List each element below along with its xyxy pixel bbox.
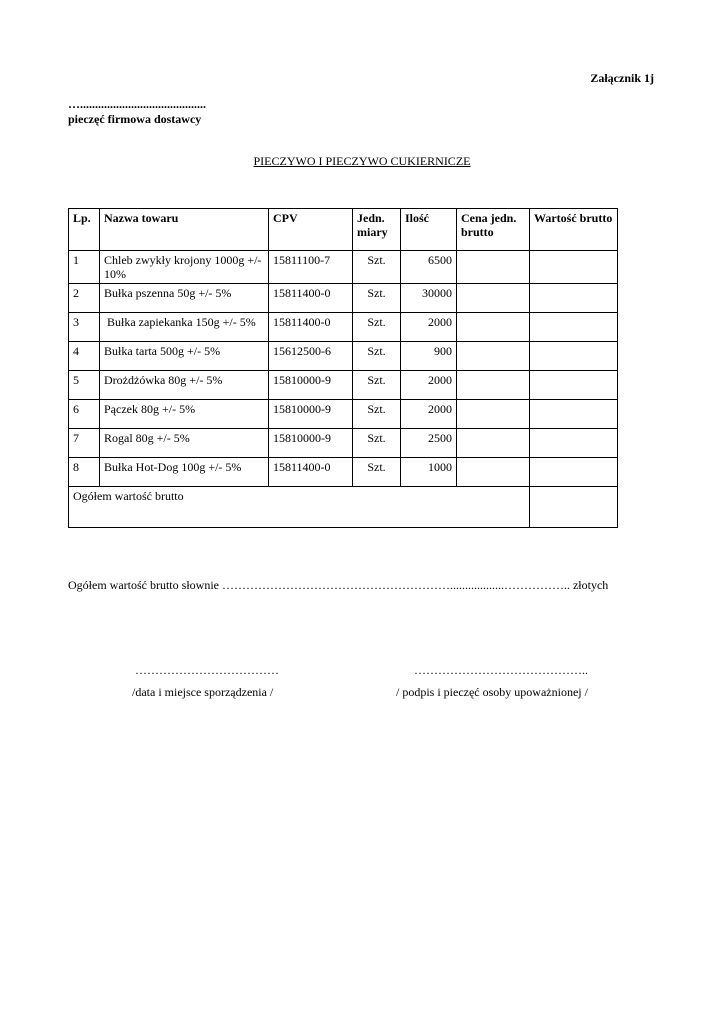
- cell-qty: 1000: [401, 458, 457, 487]
- cell-qty: 900: [401, 342, 457, 371]
- date-place-dotted-line: ………………………………: [135, 663, 279, 677]
- cell-name: Chleb zwykły krojony 1000g +/- 10%: [100, 251, 269, 284]
- attachment-label: Załącznik 1j: [590, 71, 654, 85]
- cell-qty: 30000: [401, 284, 457, 313]
- cell-name: Bułka pszenna 50g +/- 5%: [100, 284, 269, 313]
- cell-name: Bułka Hot-Dog 100g +/- 5%: [100, 458, 269, 487]
- header-qty: Ilość: [401, 209, 457, 251]
- cell-lp: 8: [69, 458, 100, 487]
- cell-price-input[interactable]: [457, 458, 530, 487]
- cell-value-input[interactable]: [530, 400, 618, 429]
- cell-cpv: 15810000-9: [269, 400, 353, 429]
- cell-price-input[interactable]: [457, 284, 530, 313]
- cell-cpv: 15811400-0: [269, 458, 353, 487]
- total-value-input[interactable]: [530, 487, 618, 528]
- table-row: [69, 371, 618, 400]
- header-value: Wartość brutto: [530, 209, 618, 251]
- signature-label: / podpis i pieczęć osoby upoważnionej /: [396, 685, 588, 699]
- cell-price-input[interactable]: [457, 313, 530, 342]
- table-row: [69, 429, 618, 458]
- cell-name: Bułka zapiekanka 150g +/- 5%: [100, 313, 269, 342]
- cell-unit: Szt.: [353, 284, 401, 313]
- cell-price-input[interactable]: [457, 371, 530, 400]
- cell-unit: Szt.: [353, 429, 401, 458]
- cell-qty: 2500: [401, 429, 457, 458]
- cell-cpv: 15612500-6: [269, 342, 353, 371]
- cell-cpv: 15810000-9: [269, 429, 353, 458]
- cell-value-input[interactable]: [530, 458, 618, 487]
- cell-lp: 6: [69, 400, 100, 429]
- cell-lp: 2: [69, 284, 100, 313]
- document-title: PIECZYWO I PIECZYWO CUKIERNICZE: [253, 154, 471, 168]
- table-row: [69, 313, 618, 342]
- cell-name: Drożdżówka 80g +/- 5%: [100, 371, 269, 400]
- cell-qty: 6500: [401, 251, 457, 284]
- cell-value-input[interactable]: [530, 342, 618, 371]
- table-row: [69, 251, 618, 284]
- cell-qty: 2000: [401, 313, 457, 342]
- cell-lp: 4: [69, 342, 100, 371]
- stamp-dotted-line: …..........................................: [68, 97, 206, 111]
- cell-lp: 3: [69, 313, 100, 342]
- cell-unit: Szt.: [353, 371, 401, 400]
- cell-cpv: 15811400-0: [269, 313, 353, 342]
- table-row: [69, 284, 618, 313]
- total-label: Ogółem wartość brutto: [69, 487, 530, 528]
- cell-lp: 7: [69, 429, 100, 458]
- stamp-label: pieczęć firmowa dostawcy: [68, 112, 202, 126]
- header-price: Cena jedn. brutto: [457, 209, 530, 251]
- table-row: [69, 400, 618, 429]
- cell-lp: 1: [69, 251, 100, 284]
- table-row: [69, 342, 618, 371]
- cell-price-input[interactable]: [457, 429, 530, 458]
- header-lp: Lp.: [69, 209, 100, 251]
- cell-qty: 2000: [401, 400, 457, 429]
- cell-unit: Szt.: [353, 458, 401, 487]
- date-place-label: /data i miejsce sporządzenia /: [132, 685, 274, 699]
- cell-value-input[interactable]: [530, 313, 618, 342]
- cell-cpv: 15811400-0: [269, 284, 353, 313]
- cell-price-input[interactable]: [457, 400, 530, 429]
- cell-qty: 2000: [401, 371, 457, 400]
- cell-value-input[interactable]: [530, 371, 618, 400]
- products-table: [68, 208, 618, 528]
- signature-dotted-line: ……………………………………..: [414, 663, 588, 677]
- table-header-row: [69, 209, 618, 251]
- cell-name: Pączek 80g +/- 5%: [100, 400, 269, 429]
- cell-cpv: 15811100-7: [269, 251, 353, 284]
- cell-name: Rogal 80g +/- 5%: [100, 429, 269, 458]
- table-row: [69, 458, 618, 487]
- cell-value-input[interactable]: [530, 429, 618, 458]
- cell-name: Bułka tarta 500g +/- 5%: [100, 342, 269, 371]
- cell-unit: Szt.: [353, 400, 401, 429]
- cell-value-input[interactable]: [530, 251, 618, 284]
- header-unit: Jedn. miary: [353, 209, 401, 251]
- header-name: Nazwa towaru: [100, 209, 269, 251]
- cell-cpv: 15810000-9: [269, 371, 353, 400]
- cell-unit: Szt.: [353, 313, 401, 342]
- cell-unit: Szt.: [353, 342, 401, 371]
- cell-value-input[interactable]: [530, 284, 618, 313]
- header-cpv: CPV: [269, 209, 353, 251]
- cell-lp: 5: [69, 371, 100, 400]
- cell-price-input[interactable]: [457, 251, 530, 284]
- total-in-words-line: Ogółem wartość brutto słownie …………………………………………………..................…………….. złotych: [68, 578, 609, 592]
- cell-price-input[interactable]: [457, 342, 530, 371]
- total-row: [69, 487, 618, 528]
- cell-unit: Szt.: [353, 251, 401, 284]
